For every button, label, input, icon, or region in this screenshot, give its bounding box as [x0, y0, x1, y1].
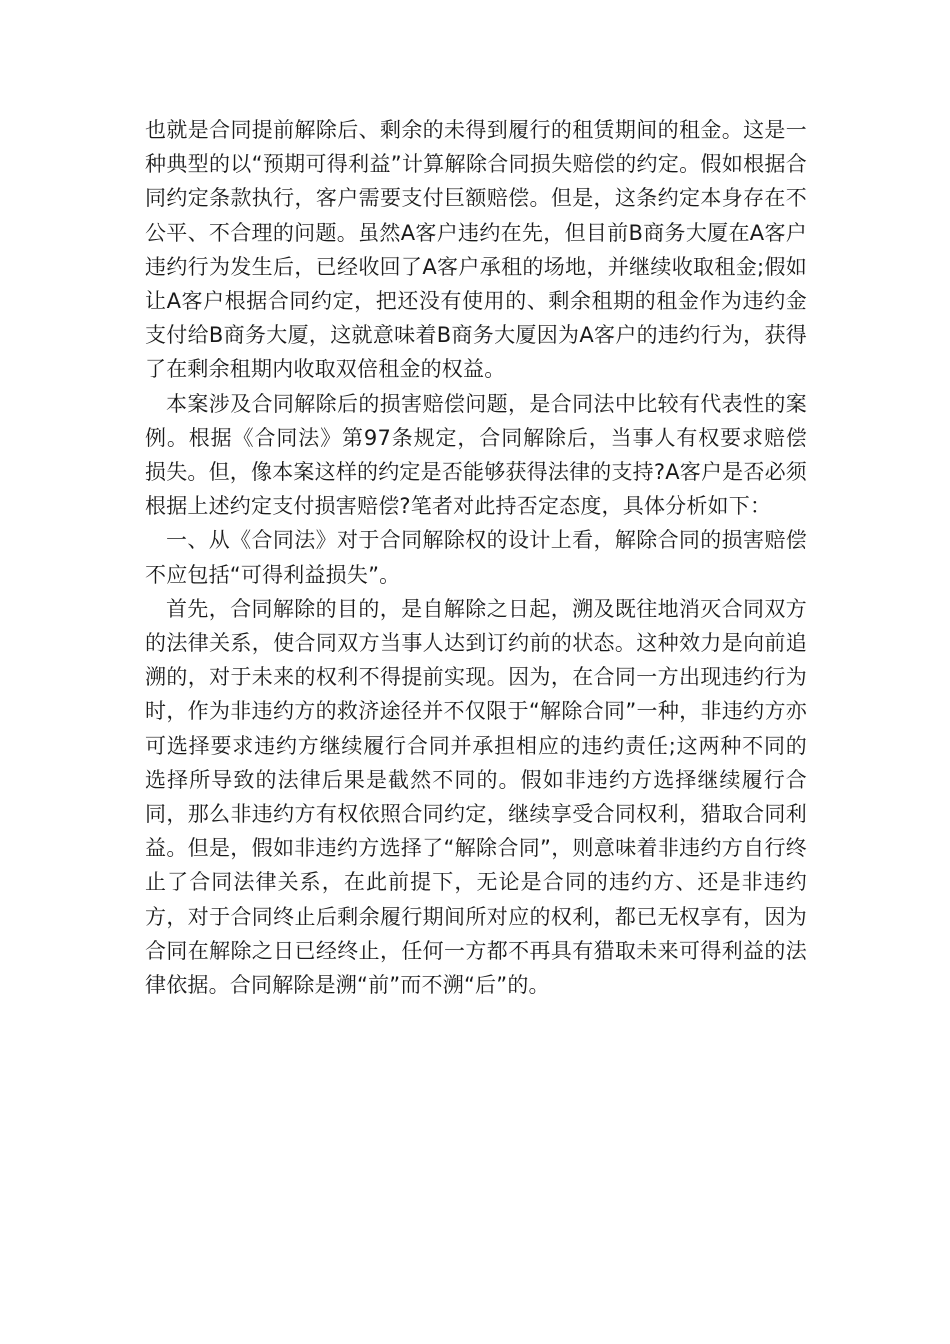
paragraph-4: 首先，合同解除的目的，是自解除之日起，溯及既往地消灭合同双方的法律关系，使合同双方当事人达到订约前的状态。这种效力是向前追溯的，对于未来的权利不得提前实现。因为，在合同一方出现违约行为时，作为非违约方的救济途径并不仅限于“解除合同”一种，非违约方亦可选择要求违约方继续履行合同并承担相应的违约责任;这两种不同的选择所导致的法律后果是截然不同的。假如非违约方选择继续履行合同，那么非违约方有权依照合同约定，继续享受合同权利，猎取合同利益。但是，假如非违约方选择了“解除合同”，则意味着非违约方自行终止了合同法律关系，在此前提下，无论是合同的违约方、还是非违约方，对于合同终止后剩余履行期间所对应的权利，都已无权享有，因为合同在解除之日已经终止，任何一方都不再具有猎取未来可得利益的法律依据。合同解除是溯“前”而不溯“后”的。 — [145, 596, 807, 998]
paragraph-2: 本案涉及合同解除后的损害赔偿问题，是合同法中比较有代表性的案例。根据《合同法》第97条规定，合同解除后，当事人有权要求赔偿损失。但，像本案这样的约定是否能够获得法律的支持?A客户是否必须根据上述约定支付损害赔偿?笔者对此持否定态度，具体分析如下： — [145, 391, 807, 519]
document-body — [145, 113, 807, 1002]
paragraph-3: 一、从《合同法》对于合同解除权的设计上看，解除合同的损害赔偿不应包括“可得利益损失”。 — [145, 528, 807, 587]
paragraph-1: 也就是合同提前解除后、剩余的未得到履行的租赁期间的租金。这是一种典型的以“预期可得利益”计算解除合同损失赔偿的约定。假如根据合同约定条款执行，客户需要支付巨额赔偿。但是，这条约定本身存在不公平、不合理的问题。虽然A客户违约在先，但目前B商务大厦在A客户违约行为发生后，已经收回了A客户承租的场地，并继续收取租金;假如让A客户根据合同约定，把还没有使用的、剩余租期的租金作为违约金支付给B商务大厦，这就意味着B商务大厦因为A客户的违约行为，获得了在剩余租期内收取双倍租金的权益。 — [145, 118, 807, 382]
